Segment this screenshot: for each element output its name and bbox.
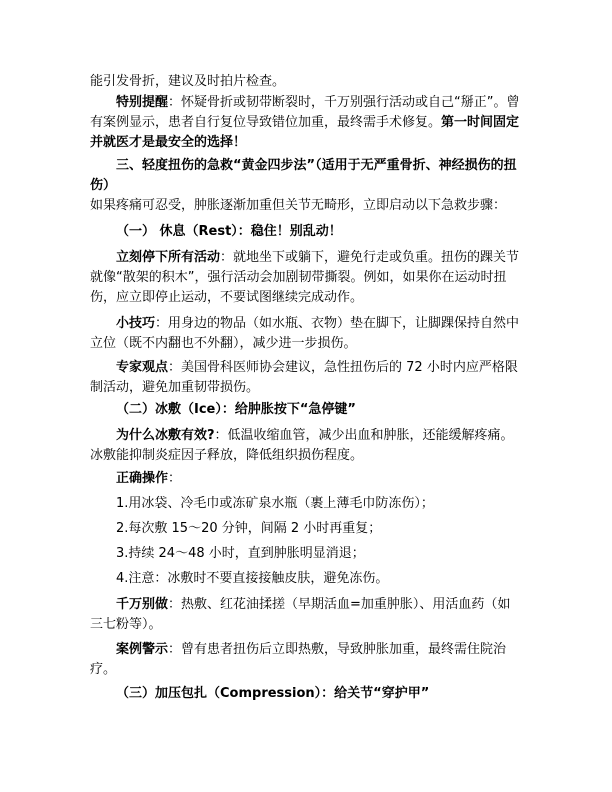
tip-text: ：用身边的物品（如水瓶、衣物）垫在脚下，让脚踝保持自然中立位（既不内翻也不外翻），减少进一步损伤。 (90, 316, 520, 351)
method-step-2: 2.每次敷 15～20 分钟，间隔 2 小时再重复； (116, 521, 382, 536)
stop-activity-text: ：就地坐下或躺下，避免行走或负重。扭伤的踝关节就像“散架的积木”，强行活动会加剧韧带撕裂。例如，如果你在运动时扭伤，应立即停止运动，不要试图继续完成动作。 (90, 250, 520, 305)
dont-label: 千万别做 (116, 597, 169, 612)
step2-heading: （二）冰敷（Ice）：给肿胀按下“急停键” (116, 402, 356, 417)
paragraph-special-reminder (90, 93, 522, 153)
why-ice-text: ：低温收缩血管，减少出血和肿胀，还能缓解疼痛。冰敷能抑制炎症因子释放，降低组织损伤程度。 (90, 428, 514, 463)
method-label: 正确操作： (116, 471, 182, 486)
case-warning-label: 案例警示 (116, 642, 169, 657)
step3-heading: （三）加压包扎（Compression）：给关节“穿护甲” (116, 686, 430, 701)
paragraph-why-ice (90, 426, 522, 466)
section3-intro: 如果疼痛可忍受，肿胀逐渐加重但关节无畸形，立即启动以下急救步骤： (90, 198, 507, 213)
paragraph-stop-activity (90, 248, 522, 308)
paragraph-dont (90, 595, 522, 635)
expert-label: 专家观点 (116, 360, 169, 375)
paragraph-case-warning (90, 640, 522, 680)
case-warning-text: ：曾有患者扭伤后立即热敷，导致肿胀加重，最终需住院治疗。 (90, 642, 507, 677)
paragraph-fracture-end: 能引发骨折，建议及时拍片检查。 (90, 74, 286, 89)
expert-text: ：美国骨科医师协会建议，急性扭伤后的 72 小时内应严格限制活动，避免加重韧带损伤。 (90, 360, 518, 395)
step1-heading: （一） 休息（Rest）：稳住！别乱动！ (116, 224, 342, 239)
method-step-3: 3.持续 24～48 小时，直到肿胀明显消退； (116, 546, 365, 561)
special-reminder-label: 特别提醒 (116, 95, 169, 110)
paragraph-expert (90, 358, 522, 398)
method-step-4: 4.注意：冰敷时不要直接接触皮肤，避免冻伤。 (116, 571, 389, 586)
why-ice-label: 为什么冰敷有效? (116, 428, 215, 443)
special-reminder-text: ：怀疑骨折或韧带断裂时，千万别强行活动或自己“掰正”。曾有案例显示，患者自行复位导致错位加重，最终需手术修复。 (90, 95, 520, 130)
special-reminder-bold: 第一时间固定并就医才是最安全的选择！ (90, 115, 520, 150)
dont-text: ：热敷、红花油揉搓（早期活血=加重肿胀）、用活血药（如三七粉等）。 (90, 597, 511, 632)
paragraph-tip (90, 314, 522, 354)
tip-label: 小技巧 (116, 316, 156, 331)
stop-activity-label: 立刻停下所有活动 (116, 250, 221, 265)
section3-heading: 三、轻度扭伤的急救“黄金四步法”（适用于无严重骨折、神经损伤的扭伤） (90, 158, 517, 193)
method-step-1: 1.用冰袋、冷毛巾或冻矿泉水瓶（裹上薄毛巾防冻伤）； (116, 496, 434, 511)
